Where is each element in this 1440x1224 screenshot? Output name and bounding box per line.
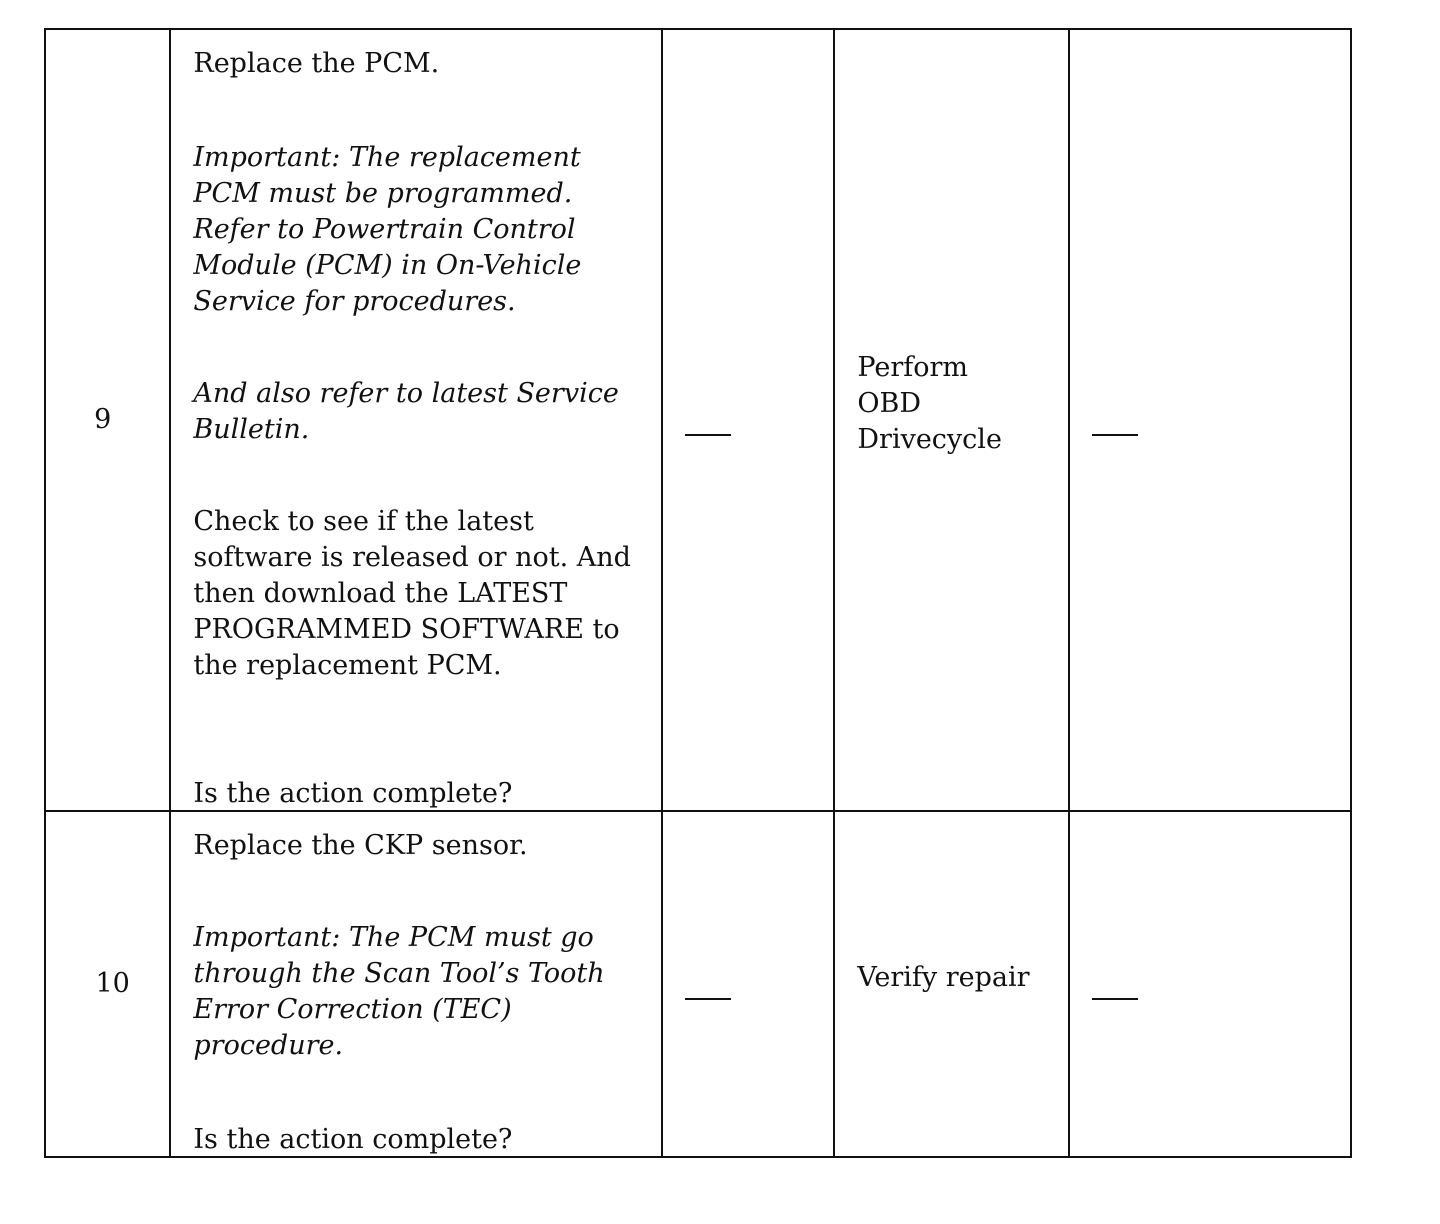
no-dash — [1092, 434, 1138, 436]
value-dash — [685, 434, 731, 436]
important-note: Important: The replacement PCM must be programmed. Refer to Powertrain Control Module (PCM) in On-Vehicle Service for procedures. — [193, 142, 582, 317]
value-dash — [685, 998, 731, 1000]
step-number: 9 — [45, 29, 170, 811]
important-note: Important: The PCM must go through the Scan Tool’s Tooth Error Correction (TEC) procedure. — [193, 922, 605, 1061]
action-cell — [170, 811, 662, 1157]
no-dash — [1092, 998, 1138, 1000]
no-cell — [1069, 811, 1351, 1157]
yes-action: Verify repair — [857, 962, 1030, 993]
action-question: Is the action complete? — [193, 778, 513, 809]
service-bulletin-note: And also refer to latest Service Bulletin. — [193, 378, 619, 445]
action-question: Is the action complete? — [193, 1124, 513, 1155]
action-cell — [170, 29, 662, 811]
value-cell — [662, 811, 835, 1157]
value-cell — [662, 29, 835, 811]
table-row-step-9 — [45, 29, 1351, 811]
no-cell — [1069, 29, 1351, 811]
step-number: 10 — [45, 811, 170, 1157]
table-row-step-10 — [45, 811, 1351, 1157]
software-check-note: Check to see if the latest software is released or not. And then download the LATEST PROGRAMMED SOFTWARE to the replacement PCM. — [193, 506, 631, 681]
action-line: Replace the PCM. — [193, 48, 440, 79]
yes-action: Perform OBD Drivecycle — [857, 352, 1002, 455]
diagnostic-step-table — [44, 28, 1352, 1158]
action-line: Replace the CKP sensor. — [193, 830, 528, 861]
yes-cell — [834, 811, 1069, 1157]
yes-cell — [834, 29, 1069, 811]
